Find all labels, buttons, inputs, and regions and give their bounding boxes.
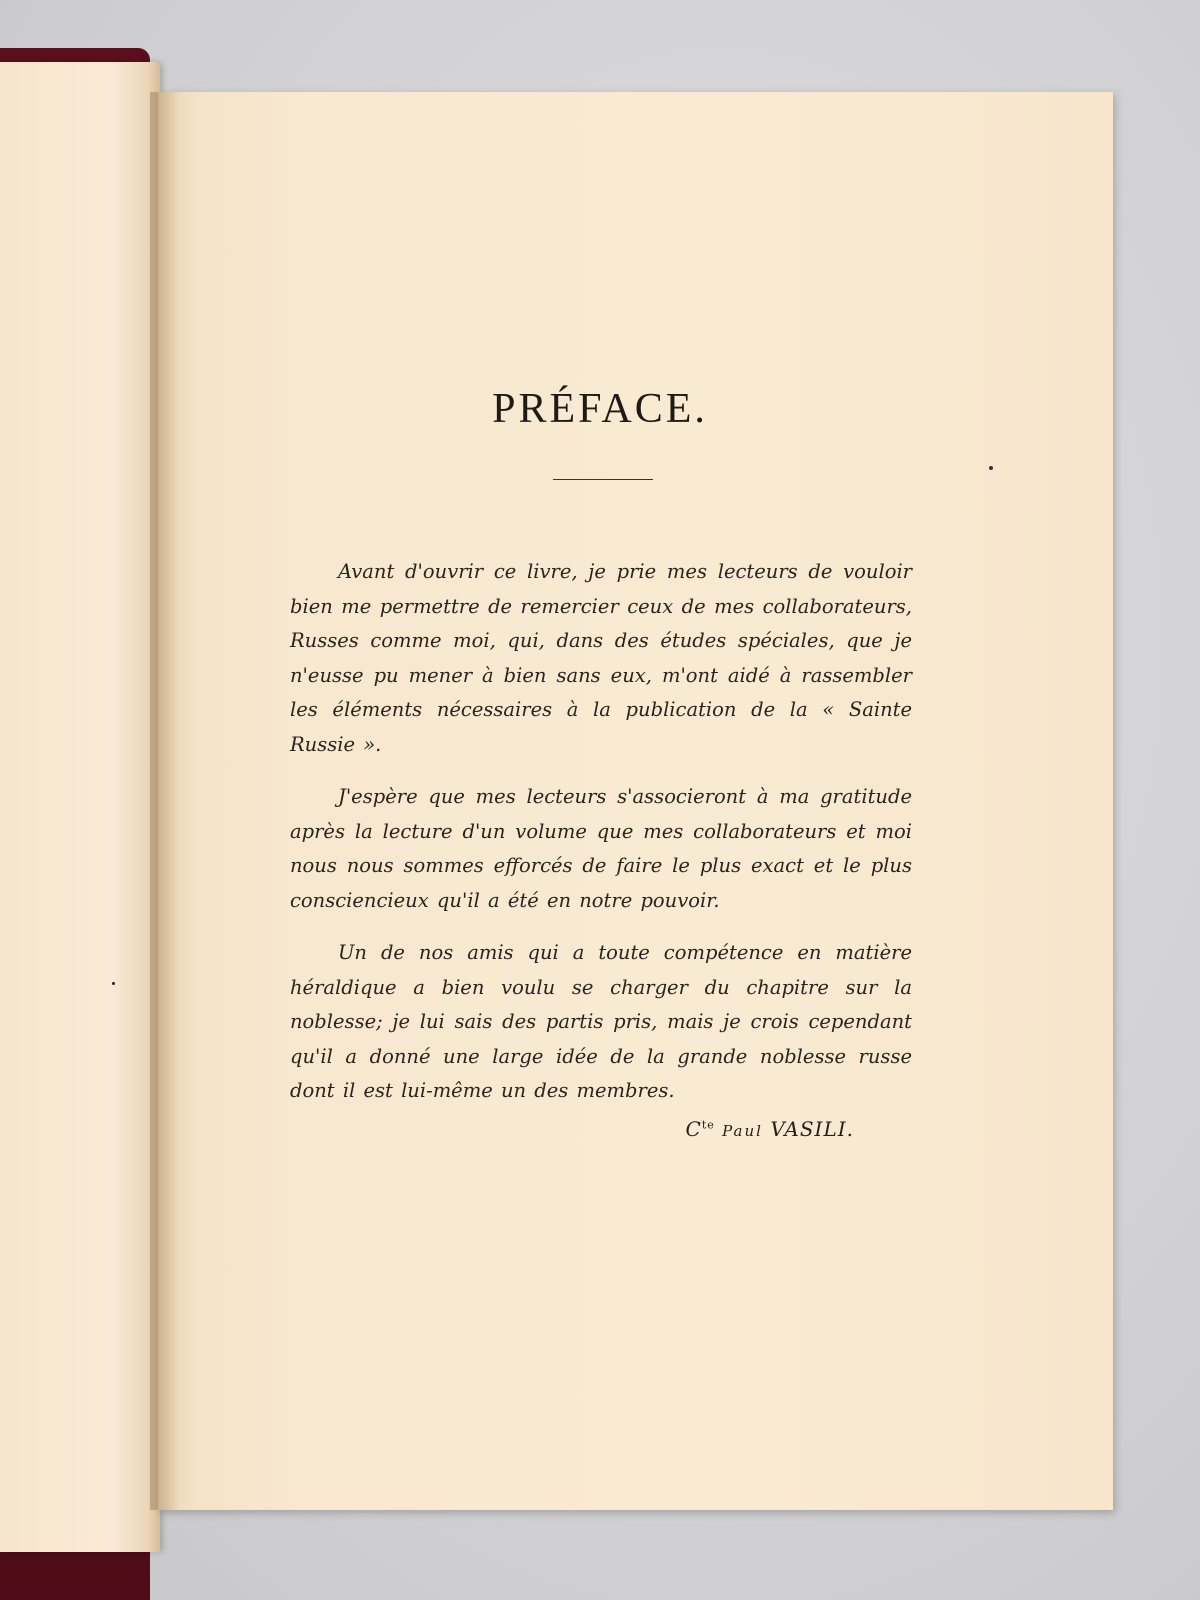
left-page <box>0 62 160 1552</box>
gutter-shadow <box>150 92 180 1510</box>
paragraph-1: Avant d'ouvrir ce livre, je prie mes lecteurs de vouloir bien me permettre de remercier ceux de mes collaborateurs, Russes comme moi, qui, dans des études spéciales, que je n'eusse pu mener à bien sans eux, m'ont aidé à rassembler les éléments nécessaires à la publication de la « Sainte Russie ». <box>290 560 912 756</box>
page-title: PRÉFACE. <box>492 386 708 432</box>
paragraph-2: J'espère que mes lecteurs s'associeront à ma gratitude après la lecture d'un volume que mes collaborateurs et moi nous nous sommes efforcés de faire le plus exact et le plus consciencieux qu'il a été en notre pouvoir. <box>290 785 912 912</box>
signature-prefix-sup: te <box>701 1118 715 1132</box>
author-signature <box>560 1117 854 1141</box>
signature-first-name: Paul <box>722 1122 763 1140</box>
page-speck <box>112 982 115 985</box>
page-speck <box>989 466 993 470</box>
title-divider <box>553 479 653 480</box>
signature-last-name: VASILI. <box>770 1117 854 1141</box>
signature-prefix: C <box>685 1117 702 1141</box>
preface-body <box>290 555 912 1127</box>
paragraph-3: Un de nos amis qui a toute compétence en matière héraldique a bien voulu se charger du chapitre sur la noblesse; je lui sais des partis pris, mais je crois cependant qu'il a donné une large idée de la grande noblesse russe dont il est lui-même un des membres. <box>290 941 912 1102</box>
